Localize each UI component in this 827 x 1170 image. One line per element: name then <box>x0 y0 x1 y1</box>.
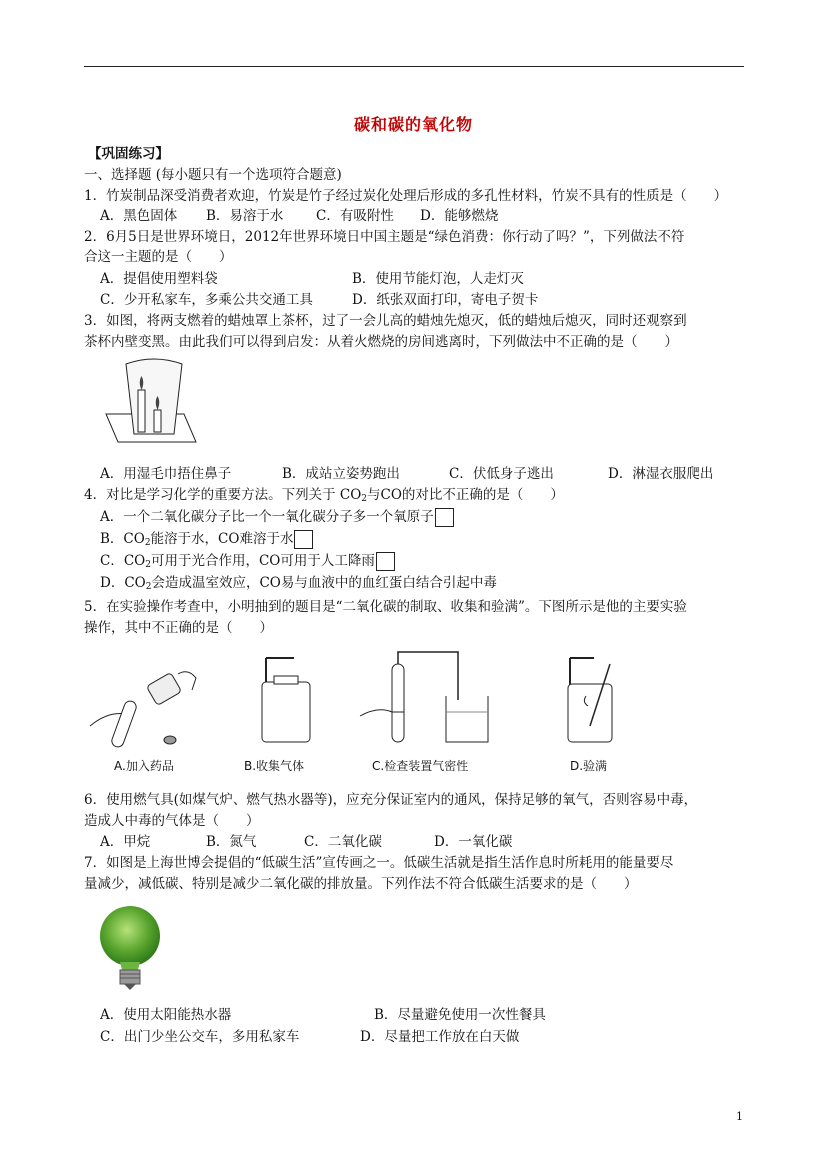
q1-stem: 1．竹炭制品深受消费者欢迎，竹炭是竹子经过炭化处理后形成的多孔性材料，竹炭不具有的性质是（ ） <box>84 188 728 204</box>
q4-option-a <box>100 507 454 527</box>
q7-option-c: C．出门少坐公交车，多用私家车 <box>100 1029 300 1045</box>
q4-option-d-pre: D．CO <box>100 575 146 591</box>
candle-cup-figure <box>96 354 206 454</box>
gas-jar <box>262 682 310 742</box>
q5-stem-line1: 5．在实验操作考查中，小明抽到的题目是“二氧化碳的制取、收集和验满”。下图所示是他的主要实验 <box>84 599 687 615</box>
tall-candle <box>138 390 145 432</box>
q1-option-c: C．有吸附性 <box>316 208 394 224</box>
page-title: 碳和碳的氧化物 <box>353 115 473 134</box>
bottle-stopper <box>164 736 176 744</box>
q4-option-d-post: 会造成温室效应，CO易与血液中的血红蛋白结合引起中毒 <box>151 575 497 591</box>
q2-stem-line1: 2．6月5日是世界环境日，2012年世界环境日中国主题是“绿色消费：你行动了吗？”，下列做法不符 <box>84 229 685 245</box>
airtightness-figure <box>358 650 508 750</box>
q4-option-c-post: 可用于光合作用，CO可用于人工降雨 <box>150 553 375 569</box>
q7-option-a: A．使用太阳能热水器 <box>100 1007 232 1023</box>
part-heading: 一、选择题 (每小题只有一个选项符合题意) <box>84 167 342 183</box>
bulb-base <box>120 970 140 984</box>
q4-stem <box>84 485 564 509</box>
gas-jar <box>568 684 612 742</box>
q4-stem-post: 与CO的对比不正确的是（ ） <box>367 487 564 503</box>
q2-option-a: A．提倡使用塑料袋 <box>100 271 218 287</box>
short-candle <box>154 410 161 432</box>
test-tube <box>110 699 138 748</box>
green-bulb-figure <box>86 902 176 994</box>
q7-option-d: D．尽量把工作放在白天做 <box>360 1029 520 1045</box>
q1-option-a: A．黑色固体 <box>100 208 178 224</box>
q4-option-c-pre: C．CO <box>100 553 146 569</box>
q6-option-d: D．一氧化碳 <box>434 834 513 850</box>
q3-stem-line2: 茶杯内壁变黑。由此我们可以得到启发：从着火燃烧的房间逃离时，下列做法中不正确的是（ ） <box>84 334 678 350</box>
q4-option-c <box>100 551 395 575</box>
subscript: 2 <box>145 560 151 570</box>
q5-caption-c: C.检查装置气密性 <box>372 759 469 773</box>
q2-stem-line2: 合这一主题的是（ ） <box>84 249 233 265</box>
reagent-bottle <box>146 672 181 705</box>
section-heading: 【巩固练习】 <box>88 146 169 162</box>
test-tube <box>392 664 404 742</box>
q4-option-d <box>100 573 497 597</box>
q1-option-d: D．能够燃烧 <box>420 208 499 224</box>
q2-option-c: C．少开私家车，多乘公共交通工具 <box>100 292 313 308</box>
q7-stem-line2: 量减少，减低碳、特别是减少二氧化碳的排放量。下列作法不符合低碳生活要求的是（ ） <box>84 876 638 892</box>
q4-option-b-pre: B．CO <box>100 531 145 547</box>
q2-option-d: D．纸张双面打印，寄电子贺卡 <box>352 292 539 308</box>
q3-option-d: D．淋湿衣服爬出 <box>608 466 714 482</box>
q6-stem-line1: 6．使用燃气具(如煤气炉、燃气热水器等)，应充分保证室内的通风，保持足够的氧气，否则容易中毒， <box>84 792 698 808</box>
glass-tube <box>398 652 458 700</box>
subscript: 2 <box>145 582 152 592</box>
q3-option-b: B．成站立姿势跑出 <box>282 466 400 482</box>
q7-option-b: B．尽量避免使用一次性餐具 <box>374 1007 546 1023</box>
q6-stem-line2: 造成人中毒的气体是（ ） <box>84 813 260 829</box>
q4-option-b-post: 能溶于水，CO难溶于水 <box>150 531 294 547</box>
q7-stem-line1: 7．如图是上海世博会提倡的“低碳生活”宣传画之一。低碳生活就是指生活作息时所耗用的能量要尽 <box>84 855 674 871</box>
jar-neck <box>274 676 298 684</box>
q5-caption-a: A.加入药品 <box>114 759 174 773</box>
add-reagent-figure <box>88 656 208 751</box>
q5-caption-b: B.收集气体 <box>244 759 305 773</box>
pouring-hand <box>178 672 196 690</box>
beaker <box>446 696 488 742</box>
q6-option-c: C．二氧化碳 <box>304 834 382 850</box>
bulb-neck <box>120 962 140 970</box>
q3-stem-line1: 3．如图，将两支燃着的蜡烛罩上茶杯，过了一会儿高的蜡烛先熄灭，低的蜡烛后熄灭，同时还观察到 <box>84 313 687 329</box>
q6-option-b: B．氮气 <box>206 834 257 850</box>
answer-box <box>435 508 454 527</box>
collect-gas-figure <box>252 656 322 751</box>
q4-option-a-text: A．一个二氧化碳分子比一个一氧化碳分子多一个氧原子 <box>100 509 434 525</box>
page-number: 1 <box>736 1110 743 1123</box>
bulb-tip <box>124 984 136 990</box>
q6-option-a: A．甲烷 <box>100 834 151 850</box>
q5-stem-line2: 操作，其中不正确的是（ ） <box>84 620 273 636</box>
q1-option-b: B．易溶于水 <box>206 208 284 224</box>
q3-option-a: A．用湿毛巾捂住鼻子 <box>100 466 232 482</box>
q4-stem-pre: 4．对比是学习化学的重要方法。下列关于 CO <box>84 487 362 503</box>
q5-caption-d: D.验满 <box>570 759 608 773</box>
leafy-bulb-glass <box>100 906 160 966</box>
q4-option-b <box>100 529 313 553</box>
answer-box <box>294 530 313 549</box>
q3-option-c: C．伏低身子逃出 <box>449 466 554 482</box>
q2-option-b: B．使用节能灯泡，人走灯灭 <box>352 271 524 287</box>
answer-box <box>376 552 395 571</box>
check-full-figure <box>560 656 620 751</box>
header-rule <box>84 66 744 67</box>
subscript: 2 <box>361 494 368 504</box>
subscript: 2 <box>144 538 151 548</box>
